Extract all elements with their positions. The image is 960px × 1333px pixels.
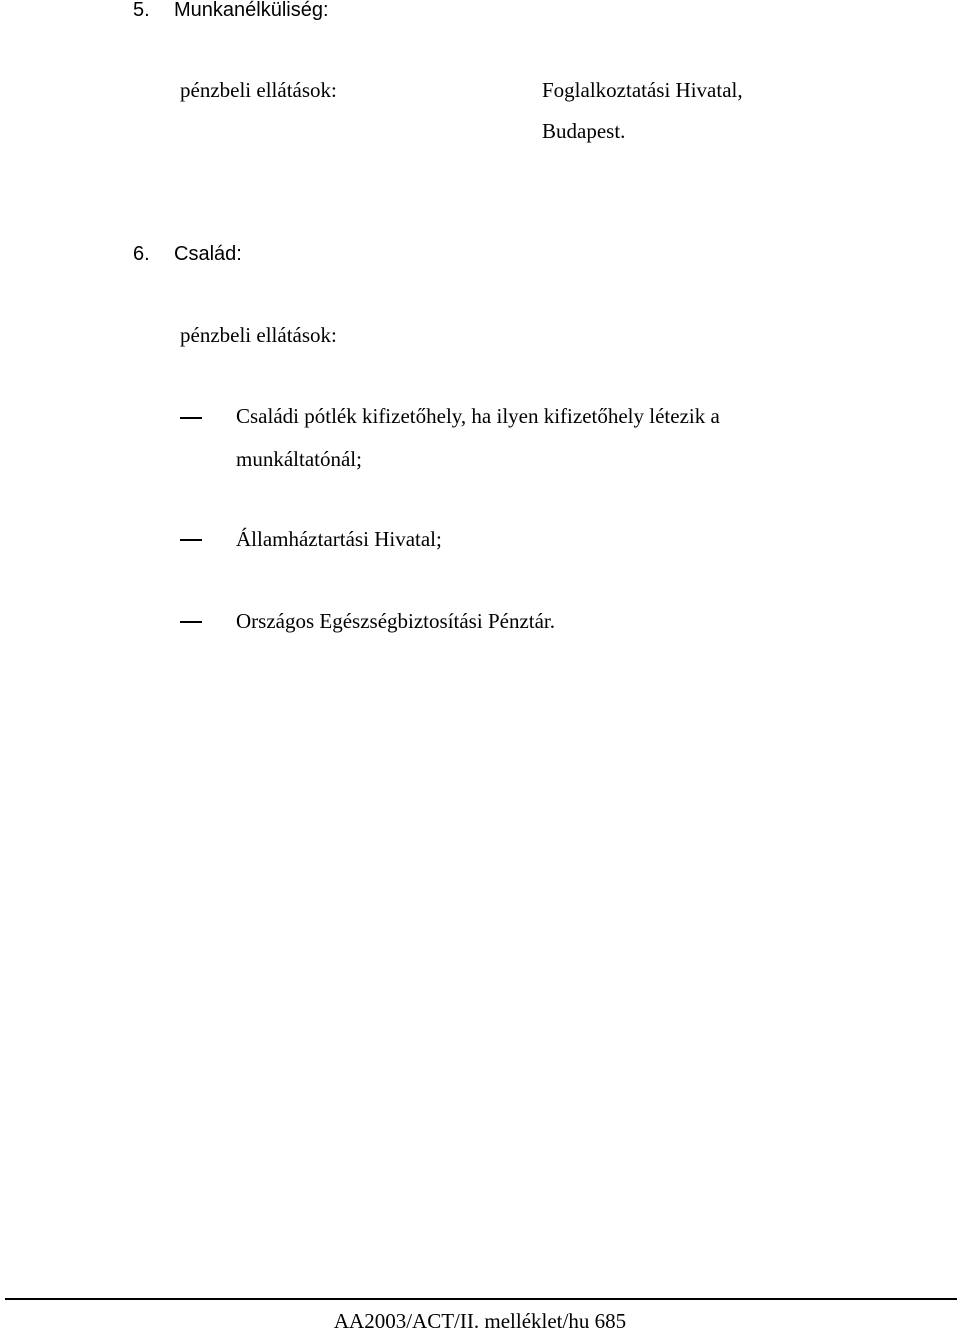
section-6-subheading: pénzbeli ellátások: [180, 323, 337, 347]
footer-reference: AA2003/ACT/II. melléklet/hu 685 [333, 1309, 627, 1333]
section-5-institution-line-1: Foglalkoztatási Hivatal, [542, 78, 743, 102]
section-5-number: 5. [133, 0, 150, 21]
list-item-3-line-1: Országos Egészségbiztosítási Pénztár. [236, 609, 555, 633]
dash-bullet-icon [180, 539, 202, 541]
section-5-title: Munkanélküliség: [174, 0, 329, 21]
list-item-2-line-1: Államháztartási Hivatal; [236, 527, 442, 551]
section-6-title: Család: [174, 243, 242, 265]
dash-bullet-icon [180, 621, 202, 623]
footer-divider [5, 1298, 957, 1300]
section-5-subheading: pénzbeli ellátások: [180, 78, 337, 102]
section-5-institution-line-2: Budapest. [542, 119, 626, 143]
section-6-number: 6. [133, 243, 150, 265]
list-item-1-line-1: Családi pótlék kifizetőhely, ha ilyen kifizetőhely létezik a [236, 404, 720, 428]
dash-bullet-icon [180, 417, 202, 419]
list-item-1-line-2: munkáltatónál; [236, 447, 362, 471]
